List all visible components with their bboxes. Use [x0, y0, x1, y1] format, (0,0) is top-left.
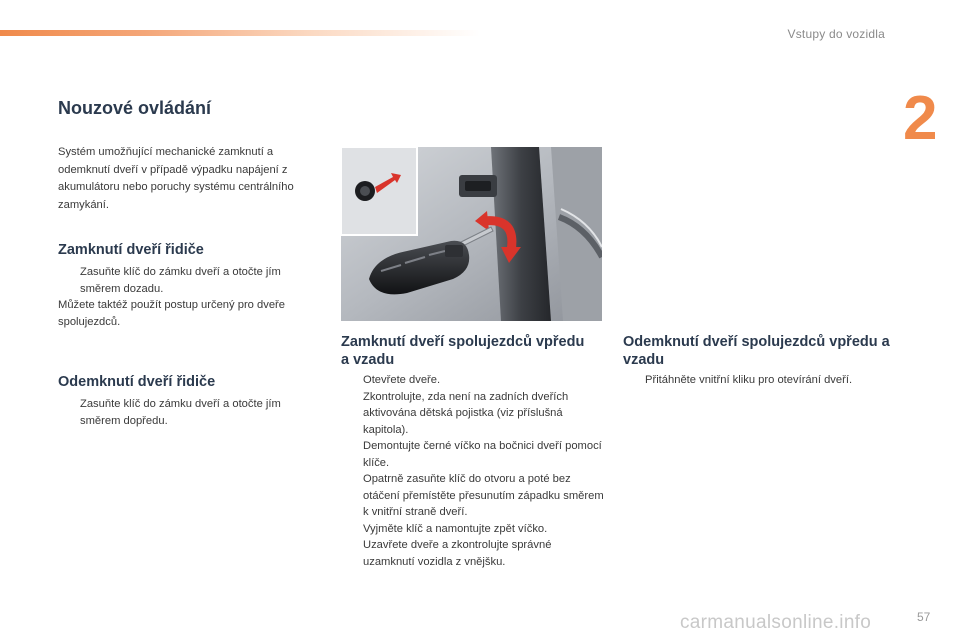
list-item-text: Opatrně zasuňte klíč do otvoru a poté bez otáčení přemístěte přesunutím západku směrem k vnitřní straně dveří. [363, 473, 604, 518]
driver-unlock-section [58, 396, 323, 429]
list-item-text: Demontujte černé víčko na bočnici dveří pomocí klíče. [363, 440, 602, 469]
driver-lock-section [58, 264, 323, 330]
list-item [341, 438, 606, 471]
driver-unlock-title: Odemknutí dveří řidiče [58, 374, 216, 390]
list-item [58, 396, 323, 429]
page-title: Nouzové ovládání [58, 98, 212, 118]
list-item-text: Zasuňte klíč do zámku dveří a otočte jím směrem dopředu. [80, 398, 281, 427]
list-item-text: Uzavřete dveře a zkontrolujte správné uzamknutí vozidla z vnějšku. [363, 539, 552, 568]
door-key-image [341, 147, 602, 321]
page-number: 57 [917, 610, 931, 624]
passenger-lock-title: Zamknutí dveří spolujezdců vpředu a vzadu [341, 334, 585, 368]
list-item-text: Přitáhněte vnitřní kliku pro otevírání dveří. [645, 374, 853, 386]
list-item [623, 372, 913, 389]
driver-lock-note: Můžete taktéž použít postup určený pro dveře spolujezdců. [58, 299, 285, 328]
door-lock-illustration [341, 147, 602, 321]
list-item-text: Vyjměte klíč a namontujte zpět víčko. [363, 522, 548, 535]
passenger-unlock-section [623, 372, 913, 389]
section-title: Vstupy do vozidla [787, 27, 885, 41]
watermark: carmanualsonline.info [680, 612, 872, 633]
list-item-text: Zkontrolujte, zda není na zadních dveřích aktivována dětská pojistka (viz příslušná kapitola). [363, 390, 569, 436]
list-item [341, 372, 606, 389]
list-item [341, 537, 606, 570]
header-accent-bar [0, 30, 480, 36]
driver-lock-title: Zamknutí dveří řidiče [58, 242, 204, 258]
list-item-text: Otevřete dveře. [363, 374, 441, 386]
chapter-number: 2 [903, 84, 938, 153]
passenger-unlock-title: Odemknutí dveří spolujezdců vpředu a vzadu [623, 334, 890, 368]
list-item [341, 521, 606, 538]
list-item-text: Zasuňte klíč do zámku dveří a otočte jím směrem dozadu. [80, 266, 281, 295]
list-item [341, 471, 606, 521]
intro-text: Systém umožňující mechanické zamknutí a odemknutí dveří v případě výpadku napájení z akumulátoru nebo poruchy systému centrálního zamykání. [58, 146, 294, 211]
list-item [58, 264, 323, 297]
passenger-lock-list [341, 372, 606, 570]
list-item [341, 389, 606, 439]
